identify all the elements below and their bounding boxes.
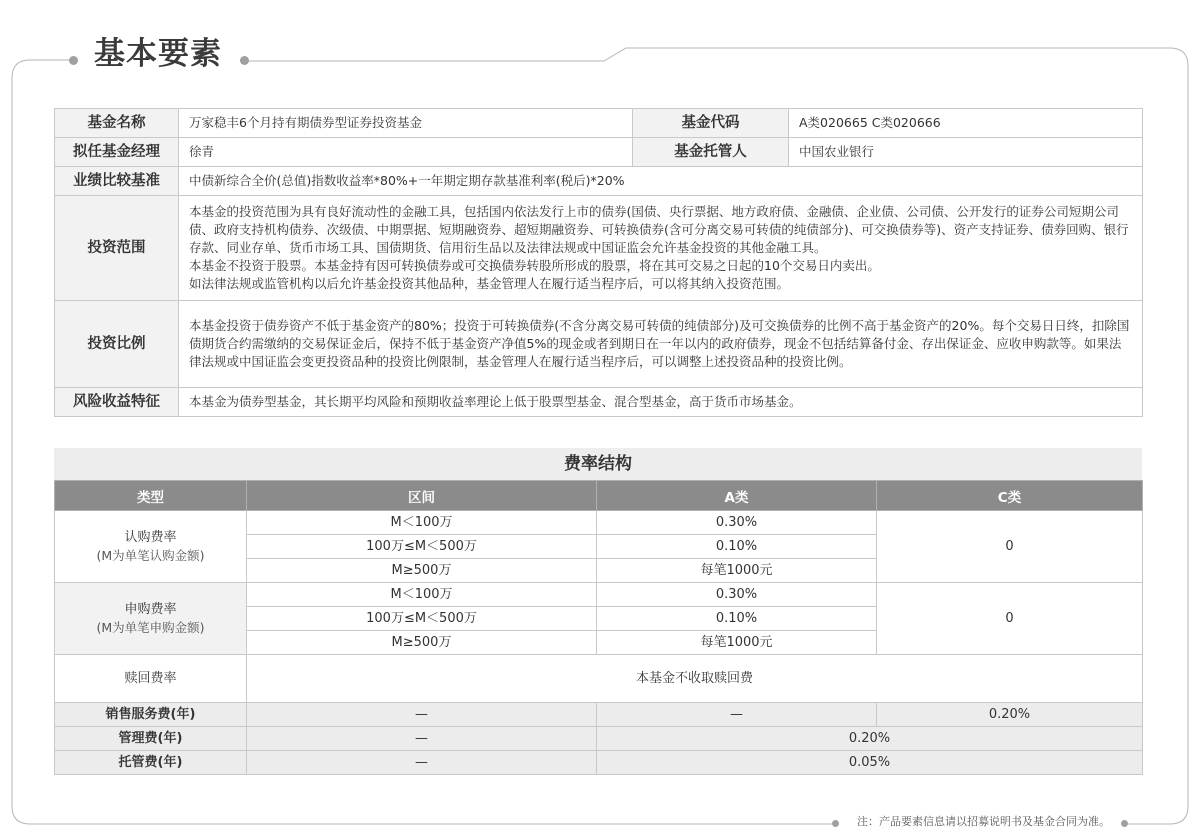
custody-fee-value: 0.05% [597, 751, 1143, 775]
fund-code: A类020665 C类020666 [789, 109, 1143, 138]
subscription-c: 0 [877, 511, 1143, 583]
header-range: 区间 [247, 481, 597, 511]
subscription-a: 0.30% [597, 511, 877, 535]
manager-label: 拟任基金经理 [55, 138, 179, 167]
title-right-dot [240, 56, 249, 65]
basic-elements-table [54, 108, 1143, 417]
scope-paragraph-3: 如法律法规或监管机构以后允许基金投资其他品种，基金管理人在履行适当程序后，可以将其纳入投资范围。 [189, 276, 790, 291]
ratio-label: 投资比例 [55, 301, 179, 388]
fund-name: 万家稳丰6个月持有期债券型证券投资基金 [179, 109, 633, 138]
benchmark: 中债新综合全价(总值)指数收益率*80%+一年期定期存款基准利率(税后)*20% [179, 167, 1143, 196]
scope-label: 投资范围 [55, 196, 179, 301]
ratio: 本基金投资于债券资产不低于基金资产的80%；投资于可转换债券(不含分离交易可转债的纯债部分)及可交换债券的比例不高于基金资产的20%。每个交易日日终，扣除国债期货合约需缴纳的交易保证金后，保持不低于基金资产净值5%的现金或者到期日在一年以内的政府债券，现金不包括结算备付金、存出保证金、应收申购款等。如果法律法规或中国证监会变更投资品种的投资比例限制，基金管理人在履行适当程序后，可以调整上述投资品种的投资比例。 [179, 301, 1143, 388]
fund-code-label: 基金代码 [633, 109, 789, 138]
subscription-a: 每笔1000元 [597, 559, 877, 583]
custody-fee-range: — [247, 751, 597, 775]
risk-label: 风险收益特征 [55, 388, 179, 417]
purchase-label-cell [55, 583, 247, 655]
purchase-range: M＜100万 [247, 583, 597, 607]
sales-service-c: 0.20% [877, 703, 1143, 727]
header-type: 类型 [55, 481, 247, 511]
custody-fee-label: 托管费(年) [55, 751, 247, 775]
purchase-a: 0.10% [597, 607, 877, 631]
redemption-label: 赎回费率 [55, 655, 247, 703]
title-left-dot [69, 56, 78, 65]
subscription-a: 0.10% [597, 535, 877, 559]
scope-paragraph-2: 本基金不投资于股票。本基金持有因可转换债券或可交换债券转股所形成的股票，将在其可交易之日起的10个交易日内卖出。 [189, 258, 880, 273]
subscription-range: M≥500万 [247, 559, 597, 583]
sales-service-a: — [597, 703, 877, 727]
purchase-a: 0.30% [597, 583, 877, 607]
benchmark-label: 业绩比较基准 [55, 167, 179, 196]
custodian: 中国农业银行 [789, 138, 1143, 167]
custodian-label: 基金托管人 [633, 138, 789, 167]
subscription-label-cell [55, 511, 247, 583]
purchase-c: 0 [877, 583, 1143, 655]
fee-structure-title: 费率结构 [54, 448, 1142, 480]
footer-left-dot [832, 820, 839, 827]
page-title: 基本要素 [94, 36, 222, 72]
scope-paragraph-1: 本基金的投资范围为具有良好流动性的金融工具，包括国内依法发行上市的债券(国债、央行票据、地方政府债、金融债、企业债、公司债、公开发行的证券公司短期公司债、政府支持机构债券、次级债、中期票据、短期融资券、超短期融资券、可转换债券(含可分离交易可转债的纯债部分)、可交换债券等)、资产支持证券、债券回购、银行存款、同业存单、货币市场工具、国债期货、信用衍生品以及法律法规或中国证监会允许基金投资的其他金融工具。 [189, 204, 1129, 255]
footer-right-dot [1121, 820, 1128, 827]
purchase-range: 100万≤M＜500万 [247, 607, 597, 631]
header-class-c: C类 [877, 481, 1143, 511]
subscription-label: 认购费率 [124, 529, 177, 545]
header-class-a: A类 [597, 481, 877, 511]
footer-note: 注：产品要素信息请以招募说明书及基金合同为准。 [857, 815, 1110, 828]
sales-service-range: — [247, 703, 597, 727]
sales-service-label: 销售服务费(年) [55, 703, 247, 727]
purchase-a: 每笔1000元 [597, 631, 877, 655]
scope [179, 196, 1143, 301]
redemption-value: 本基金不收取赎回费 [247, 655, 1143, 703]
purchase-sub: (M为单笔申购金额) [96, 619, 205, 635]
fund-name-label: 基金名称 [55, 109, 179, 138]
management-fee-value: 0.20% [597, 727, 1143, 751]
manager: 徐青 [179, 138, 633, 167]
purchase-label: 申购费率 [124, 601, 177, 617]
subscription-range: 100万≤M＜500万 [247, 535, 597, 559]
risk: 本基金为债券型基金，其长期平均风险和预期收益率理论上低于股票型基金、混合型基金，高于货币市场基金。 [179, 388, 1143, 417]
purchase-range: M≥500万 [247, 631, 597, 655]
management-fee-label: 管理费(年) [55, 727, 247, 751]
fee-structure-table [54, 480, 1143, 775]
subscription-sub: (M为单笔认购金额) [96, 547, 205, 563]
subscription-range: M＜100万 [247, 511, 597, 535]
management-fee-range: — [247, 727, 597, 751]
